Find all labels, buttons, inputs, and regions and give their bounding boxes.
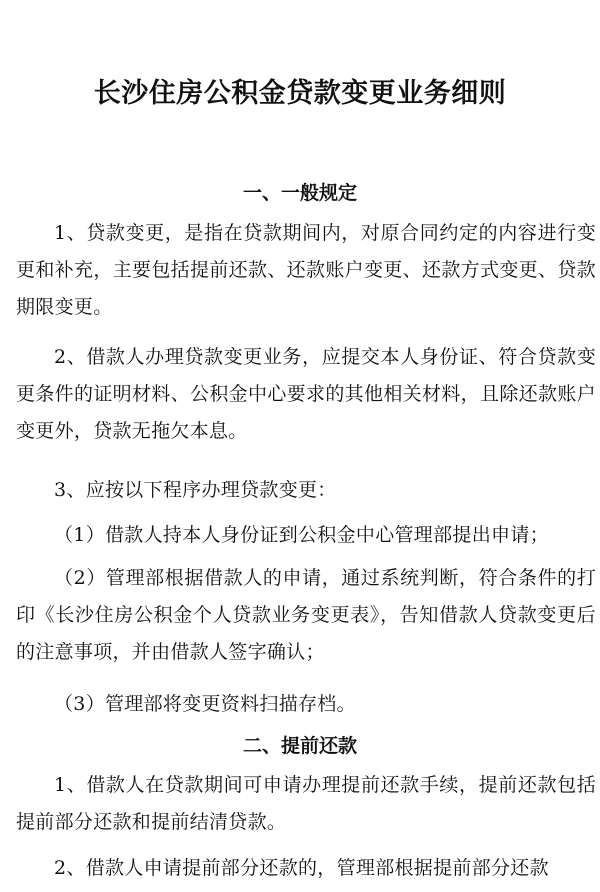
paragraph: 1、借款人在贷款期间可申请办理提前还款手续，提前还款包括提前部分还款和提前结清贷款。 bbox=[16, 774, 596, 833]
paragraph: 3、应按以下程序办理贷款变更： bbox=[54, 479, 337, 501]
paragraph: （2）管理部根据借款人的申请，通过系统判断，符合条件的打印《长沙住房公积金个人贷款业务变更表》，告知借款人贷款变更后的注意事项，并由借款人签字确认； bbox=[16, 567, 596, 663]
paragraph: 2、借款人申请提前部分还款的，管理部根据提前部分还款 bbox=[54, 857, 549, 879]
section-heading: 一、一般规定 bbox=[242, 182, 357, 204]
section-heading: 二、提前还款 bbox=[242, 735, 357, 757]
document-title: 长沙住房公积金贷款变更业务细则 bbox=[93, 78, 507, 109]
paragraph: （3）管理部将变更资料扫描存档。 bbox=[54, 693, 356, 715]
paragraph: 2、借款人办理贷款变更业务，应提交本人身份证、符合贷款变更条件的证明材料、公积金中心要求的其他相关材料，且除还款账户变更外，贷款无拖欠本息。 bbox=[16, 346, 596, 442]
paragraph: （1）借款人持本人身份证到公积金中心管理部提出申请； bbox=[54, 524, 549, 546]
paragraph: 1、贷款变更，是指在贷款期间内，对原合同约定的内容进行变更和补充，主要包括提前还款、还款账户变更、还款方式变更、贷款期限变更。 bbox=[16, 222, 596, 318]
